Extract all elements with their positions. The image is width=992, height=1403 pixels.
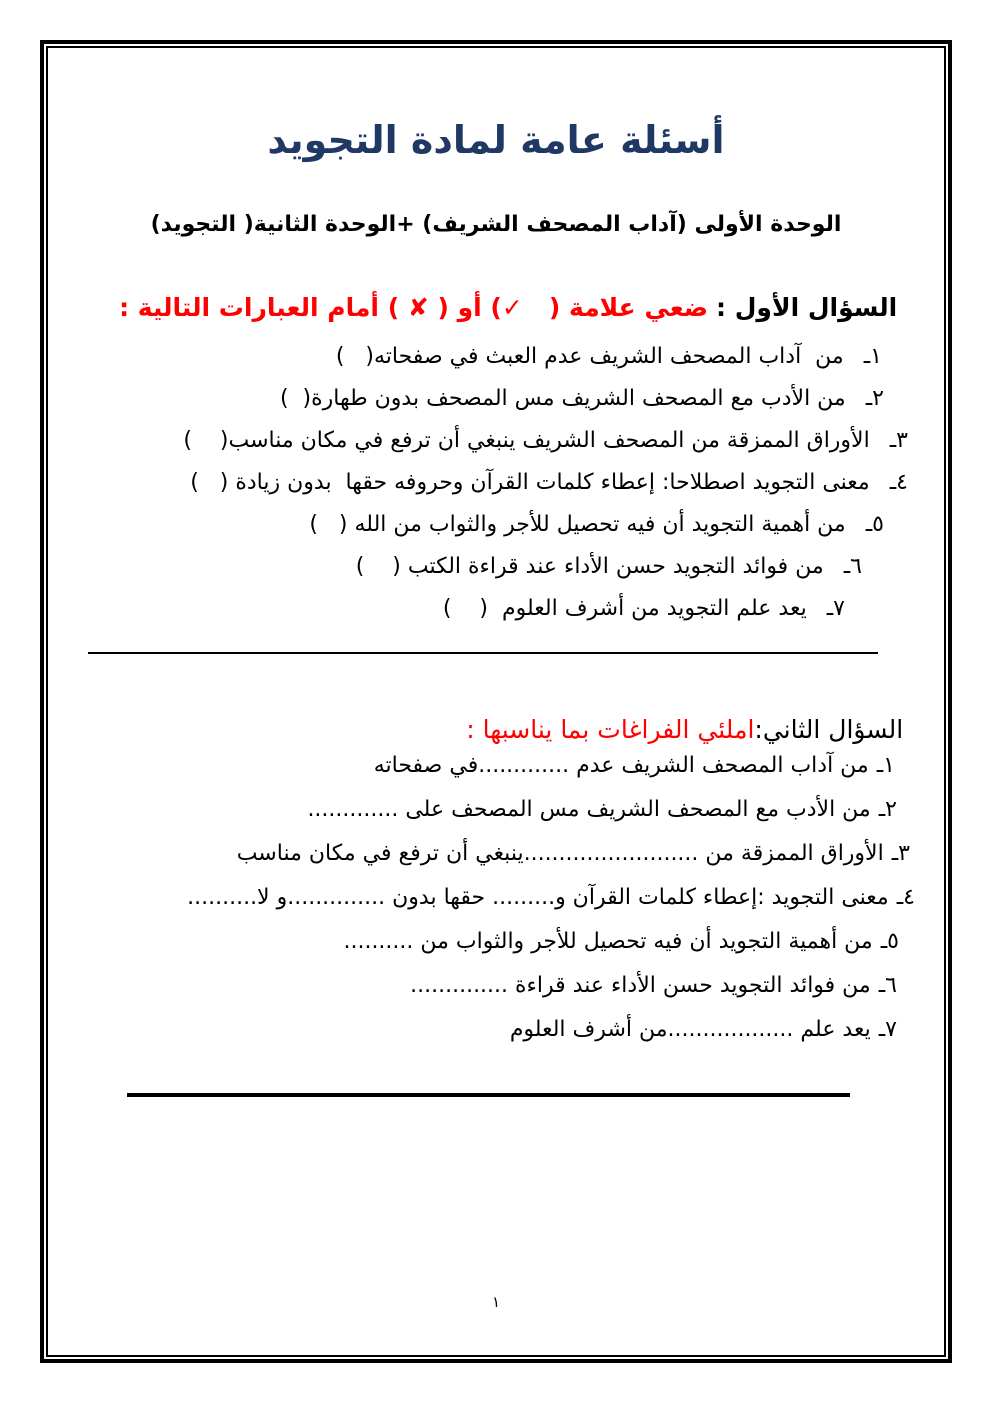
item-number: ٢ـ [865,386,884,411]
question1-label: السؤال الأول : [716,293,898,322]
question1-item-4 [183,462,908,504]
question2-item-3 [187,832,910,876]
separator-line-1 [88,652,878,654]
page-number: ١ [491,1293,501,1311]
item-text: يعد علم ..................من أشرف العلوم [509,1017,871,1042]
question2-item-6 [187,964,897,1008]
separator-line-2 [127,1093,850,1097]
item-text: من أهمية التجويد أن فيه تحصيل للأجر والثواب من الله ( ) [309,512,846,537]
item-number: ٣ـ [891,841,910,866]
question2-prompt: املئي الفراغات بما يناسبها : [466,715,755,744]
item-number: ٦ـ [843,554,862,579]
item-number: ٧ـ [826,596,845,621]
question2-item-4 [187,876,915,920]
item-text: من الأدب مع المصحف الشريف مس المصحف على ............. [307,797,871,822]
item-number: ٥ـ [865,512,884,537]
item-number: ١ـ [876,753,895,778]
question2-list [187,744,915,1052]
item-text: من أهمية التجويد أن فيه تحصيل للأجر والثواب من .......... [343,929,873,954]
question2-item-5 [187,920,899,964]
question1-item-6 [183,546,862,588]
question2-item-1 [187,744,895,788]
question1-item-7 [183,588,845,630]
page-title: أسئلة عامة لمادة التجويد [267,118,725,162]
question1-item-5 [183,504,884,546]
item-text: الأوراق الممزقة من المصحف الشريف ينبغي أن ترفع في مكان مناسب( ) [183,428,870,453]
question1-list [183,336,910,630]
item-text: من فوائد التجويد حسن الأداء عند قراءة .............. [410,973,871,998]
item-number: ٤ـ [896,885,915,910]
item-text: يعد علم التجويد من أشرف العلوم ( ) [442,596,807,621]
item-text: معنى التجويد :إعطاء كلمات القرآن و......... حقها بدون ..............و لا.......... [187,885,889,910]
item-number: ٥ـ [880,929,899,954]
item-text: من فوائد التجويد حسن الأداء عند قراءة الكتب ( ) [355,554,824,579]
item-number: ٤ـ [889,470,908,495]
question1-prompt: ضعي علامة ( ✓) أو ( ✘ ) أمام العبارات التالية : [119,293,709,322]
unit-subtitle: الوحدة الأولى (آداب المصحف الشريف) +الوحدة الثانية( التجويد) [150,212,842,237]
item-number: ٦ـ [878,973,897,998]
question1-item-2 [183,378,884,420]
item-number: ٣ـ [889,428,908,453]
question1-item-1 [183,336,882,378]
question2-label: السؤال الثاني: [754,715,904,744]
item-number: ١ـ [863,344,882,369]
item-text: الأوراق الممزقة من .........................ينبغي أن ترفع في مكان مناسب [236,841,884,866]
item-number: ٧ـ [878,1017,897,1042]
item-text: من آداب المصحف الشريف عدم .............في صفحاته [373,753,869,778]
question1-item-3 [183,420,908,462]
item-text: من الأدب مع المصحف الشريف مس المصحف بدون طهارة( ) [279,386,846,411]
item-number: ٢ـ [878,797,897,822]
item-text: من آداب المصحف الشريف عدم العبث في صفحاته( ) [335,344,844,369]
question2-item-7 [187,1008,897,1052]
item-text: معنى التجويد اصطلاحا: إعطاء كلمات القرآن وحروفه حقها بدون زيادة ( ) [190,470,870,495]
question2-item-2 [187,788,897,832]
